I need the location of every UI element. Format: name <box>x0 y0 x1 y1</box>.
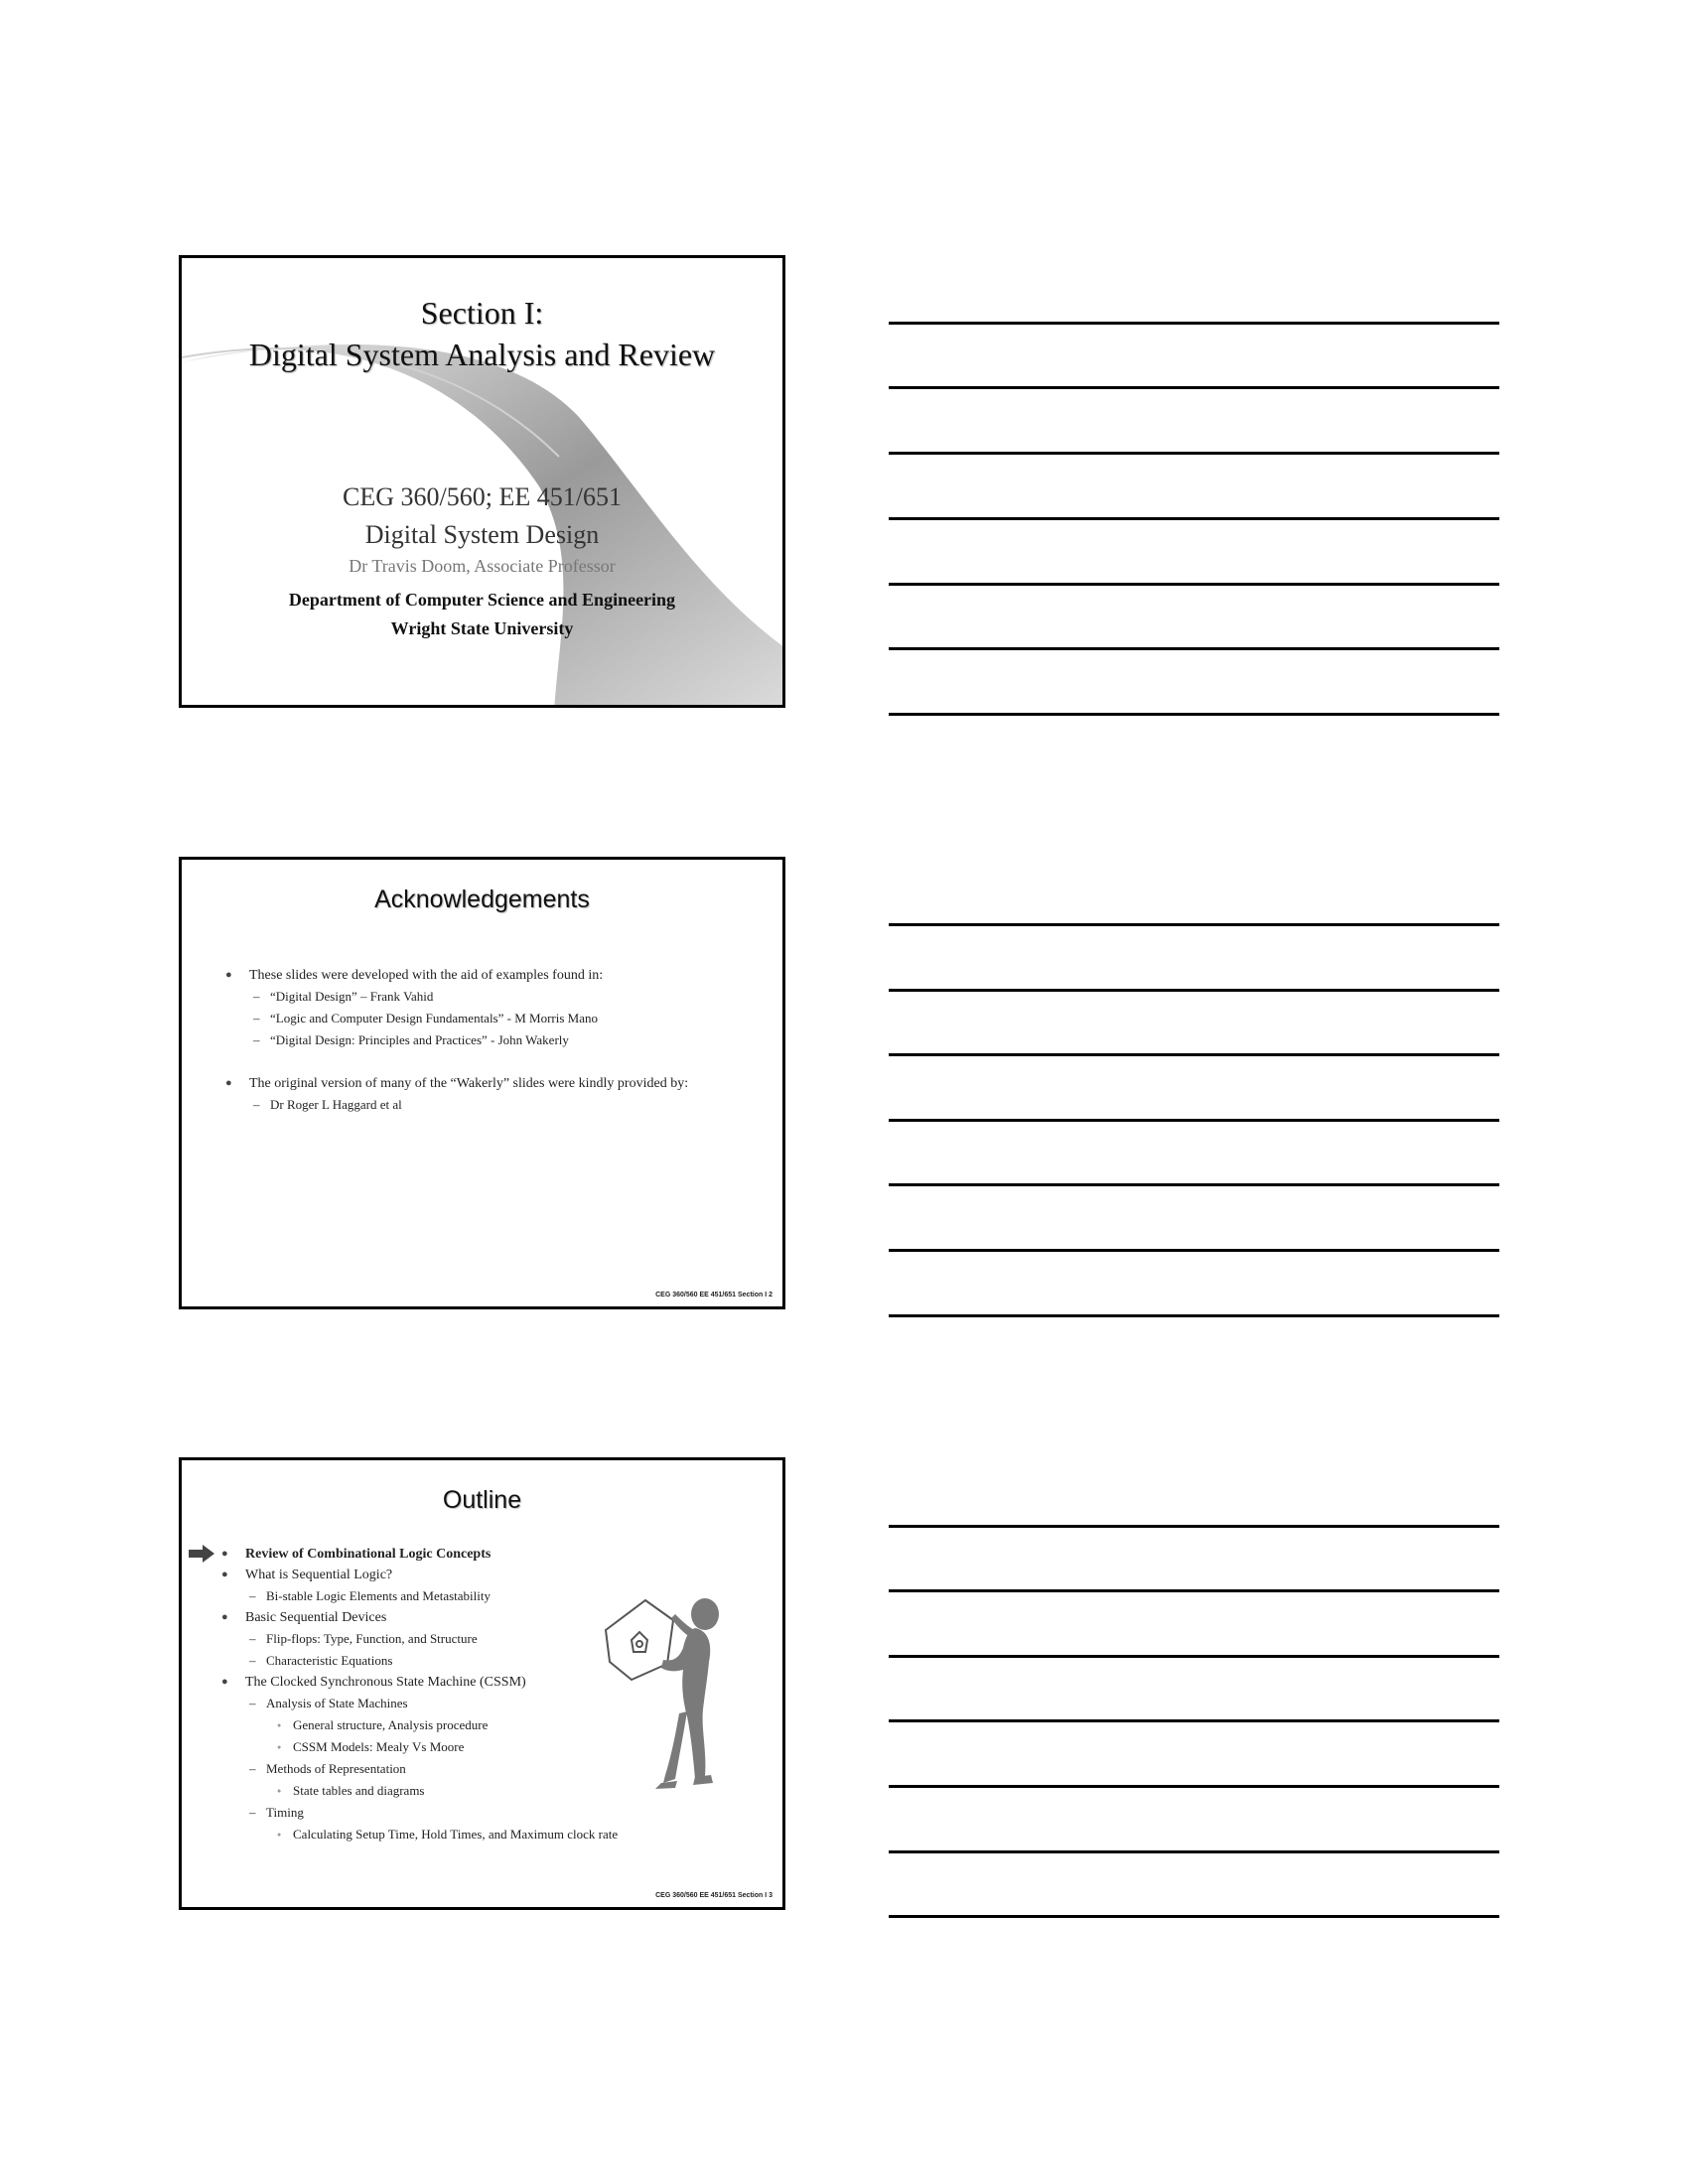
note-line <box>889 1183 1499 1186</box>
slide-2 <box>179 857 785 1309</box>
note-line <box>889 1053 1499 1056</box>
slide-2-title: Acknowledgements <box>374 886 590 913</box>
note-line <box>889 1119 1499 1122</box>
note-line <box>889 989 1499 992</box>
list-item: – “Digital Design” – Frank Vahid <box>225 986 763 1008</box>
list-item: ● Basic Sequential Devices <box>221 1607 763 1628</box>
right-arrow-icon <box>189 1545 214 1563</box>
list-item: – Characteristic Equations <box>221 1650 763 1672</box>
note-line <box>889 583 1499 586</box>
list-item: ● Calculating Setup Time, Hold Times, and Maximum clock rate <box>221 1824 763 1845</box>
note-line <box>889 1525 1499 1528</box>
note-line <box>889 923 1499 926</box>
list-item: ● These slides were developed with the aid of examples found in: <box>225 965 763 986</box>
slide-3-title: Outline <box>442 1486 522 1514</box>
slide-1-title: Section I: Digital System Analysis and Review <box>248 295 716 372</box>
note-line <box>889 1719 1499 1722</box>
list-item: – Flip-flops: Type, Function, and Structure <box>221 1628 763 1650</box>
note-line <box>889 1915 1499 1918</box>
list-item: ● The original version of many of the “Wakerly” slides were kindly provided by: <box>225 1073 716 1094</box>
list-item: ● General structure, Analysis procedure <box>221 1714 763 1736</box>
department-info: Department of Computer Science and Engineering Wright State University <box>288 590 676 638</box>
list-item: ● State tables and diagrams <box>221 1780 763 1802</box>
note-line <box>889 647 1499 650</box>
note-line <box>889 713 1499 716</box>
slide-1 <box>179 255 785 708</box>
list-item: ● Review of Combinational Logic Concepts <box>221 1544 763 1565</box>
list-item: – “Logic and Computer Design Fundamentals” - M Morris Mano <box>225 1008 763 1029</box>
list-item: ● The Clocked Synchronous State Machine (CSSM) <box>221 1672 763 1693</box>
list-item: – Analysis of State Machines <box>221 1693 763 1714</box>
list-item: ● CSSM Models: Mealy Vs Moore <box>221 1736 763 1758</box>
course-info: CEG 360/560; EE 451/651 Digital System Design <box>343 482 622 549</box>
list-item: – Methods of Representation <box>221 1758 763 1780</box>
acknowledgements-list <box>225 965 763 1116</box>
note-line <box>889 1314 1499 1317</box>
person-holding-sign-icon <box>596 1592 745 1801</box>
list-item: – “Digital Design: Principles and Practices” - John Wakerly <box>225 1029 763 1051</box>
note-line <box>889 452 1499 455</box>
note-line <box>889 1850 1499 1853</box>
list-item: ● What is Sequential Logic? <box>221 1565 763 1585</box>
professor-name: Dr Travis Doom, Associate Professor <box>349 556 616 576</box>
slide-footer: CEG 360/560 EE 451/651 Section I 3 <box>655 1892 773 1899</box>
note-line <box>889 322 1499 325</box>
list-item: – Timing <box>221 1802 763 1824</box>
note-line <box>889 517 1499 520</box>
list-item: – Bi-stable Logic Elements and Metastability <box>221 1585 763 1607</box>
note-line <box>889 1785 1499 1788</box>
note-line <box>889 1655 1499 1658</box>
slide-footer: CEG 360/560 EE 451/651 Section I 2 <box>655 1292 773 1298</box>
note-line <box>889 1589 1499 1592</box>
list-item: – Dr Roger L Haggard et al <box>225 1094 763 1116</box>
note-line <box>889 1249 1499 1252</box>
note-line <box>889 386 1499 389</box>
